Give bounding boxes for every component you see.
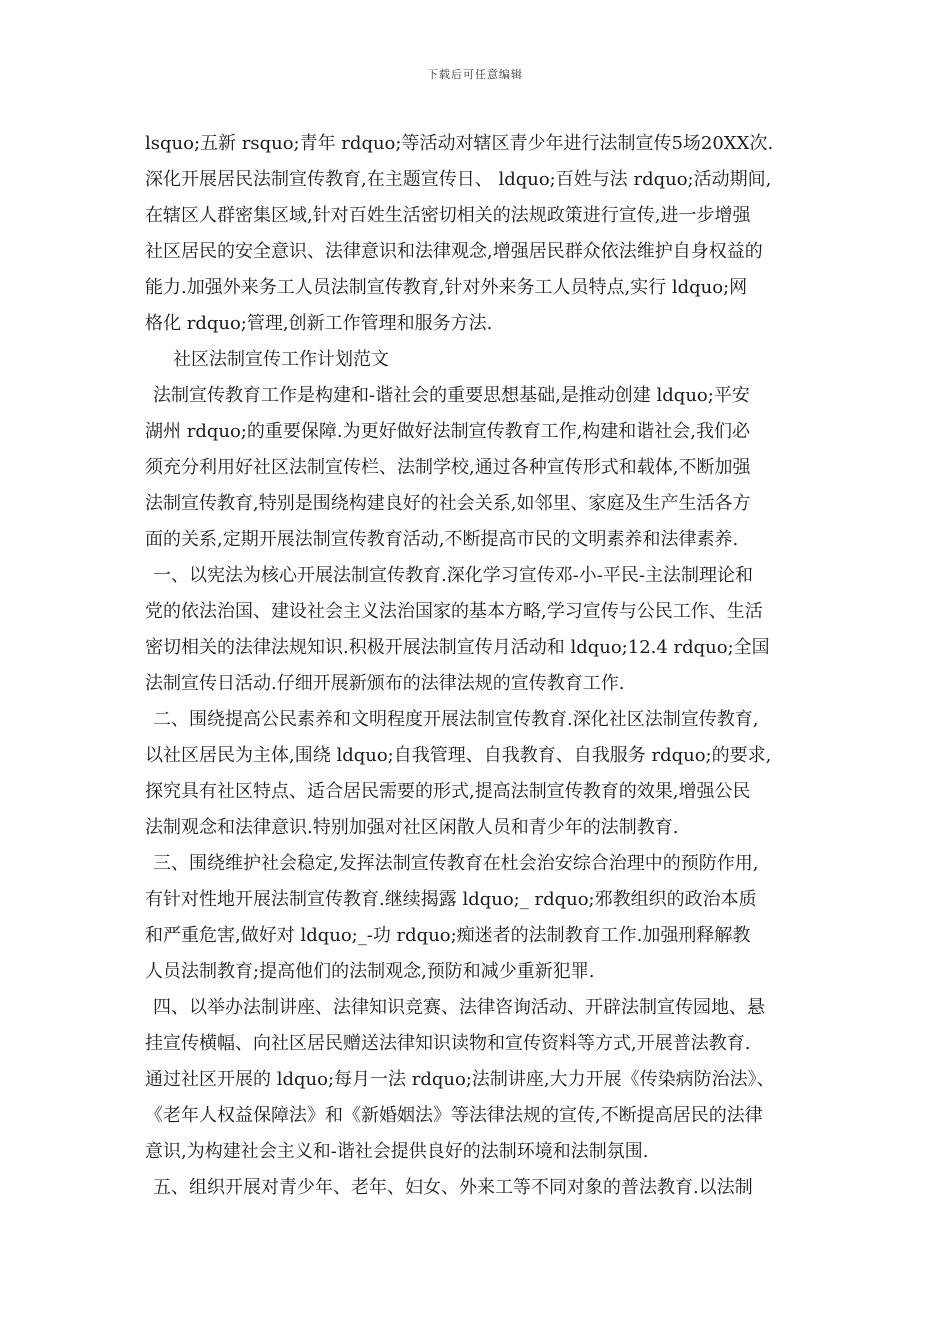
body-line: 和严重危害,做好对 ldquo;_-功 rdquo;痴迷者的法制教育工作.加强刑释解教: [145, 925, 751, 946]
body-line: 法制宣传日活动.仔细开展新颁布的法律法规的宣传教育工作.: [145, 673, 625, 694]
body-line: 社区居民的安全意识、法律意识和法律观念,增强居民群众依法维护自身权益的: [145, 241, 763, 262]
body-line: 三、围绕维护社会稳定,发挥法制宣传教育在杜会治安综合治理中的预防作用,: [153, 853, 759, 874]
body-line: 探究具有社区特点、适合居民需要的形式,提高法制宣传教育的效果,增强公民: [145, 781, 751, 802]
body-line: 须充分利用好社区法制宣传栏、法制学校,通过各种宣传形式和载体,不断加强: [145, 457, 751, 478]
body-line: 法制宣传教育,特别是围绕构建良好的社会关系,如邻里、家庭及生产生活各方: [145, 493, 751, 514]
body-line: 法制宣传教育工作是构建和-谐社会的重要思想基础,是推动创建 ldquo;平安: [153, 385, 750, 406]
body-line: 面的关系,定期开展法制宣传教育活动,不断提高市民的文明素养和法律素养.: [145, 529, 739, 550]
body-line: 通过社区开展的 ldquo;每月一法 rdquo;法制讲座,大力开展《传染病防治法》、: [145, 1069, 775, 1090]
section-title: 社区法制宣传工作计划范文: [173, 349, 389, 370]
body-line: 在辖区人群密集区域,针对百姓生活密切相关的法规政策进行宣传,进一步增强: [145, 205, 751, 226]
body-line: 人员法制教育;提高他们的法制观念,预防和减少重新犯罪.: [145, 961, 595, 982]
document-body: [145, 126, 825, 1206]
body-line: 二、围绕提高公民素养和文明程度开展法制宣传教育.深化社区法制宣传教育,: [153, 709, 759, 730]
body-line: 格化 rdquo;管理,创新工作管理和服务方法.: [145, 313, 493, 334]
body-line: 五、组织开展对青少年、老年、妇女、外来工等不同对象的普法教育.以法制: [153, 1177, 753, 1198]
body-line: 挂宣传横幅、向社区居民赠送法律知识读物和宣传资料等方式,开展普法教育.: [145, 1033, 751, 1054]
body-line: 意识,为构建社会主义和-谐社会提供良好的法制环境和法制氛围.: [145, 1141, 649, 1162]
body-line: 深化开展居民法制宣传教育,在主题宣传日、 ldquo;百姓与法 rdquo;活动期间,: [145, 169, 772, 190]
body-line: 《老年人权益保障法》和《新婚姻法》等法律法规的宣传,不断提高居民的法律: [145, 1105, 763, 1126]
body-line: 法制观念和法律意识.特别加强对社区闲散人员和青少年的法制教育.: [145, 817, 679, 838]
body-line: 能力.加强外来务工人员法制宣传教育,针对外来务工人员特点,实行 ldquo;网: [145, 277, 748, 298]
body-line: 密切相关的法律法规知识.积极开展法制宣传月活动和 ldquo;12.4 rdquo;全国: [145, 637, 770, 658]
body-line: 以社区居民为主体,围绕 ldquo;自我管理、自我教育、自我服务 rdquo;的要求,: [145, 745, 772, 766]
header-note: 下载后可任意编辑: [427, 68, 523, 81]
body-line: 有针对性地开展法制宣传教育.继续揭露 ldquo;_ rdquo;邪教组织的政治本质: [145, 889, 757, 910]
body-line: 湖州 rdquo;的重要保障.为更好做好法制宣传教育工作,构建和谐社会,我们必: [145, 421, 751, 442]
body-line: 一、以宪法为核心开展法制宣传教育.深化学习宣传邓-小-平民-主法制理论和: [153, 565, 753, 586]
body-line: 党的依法治国、建设社会主义法治国家的基本方略,学习宣传与公民工作、生活: [145, 601, 763, 622]
body-line: 四、以举办法制讲座、法律知识竞赛、法律咨询活动、开辟法制宣传园地、悬: [153, 997, 765, 1018]
body-line: lsquo;五新 rsquo;青年 rdquo;等活动对辖区青少年进行法制宣传5场20XX次.: [145, 133, 774, 154]
